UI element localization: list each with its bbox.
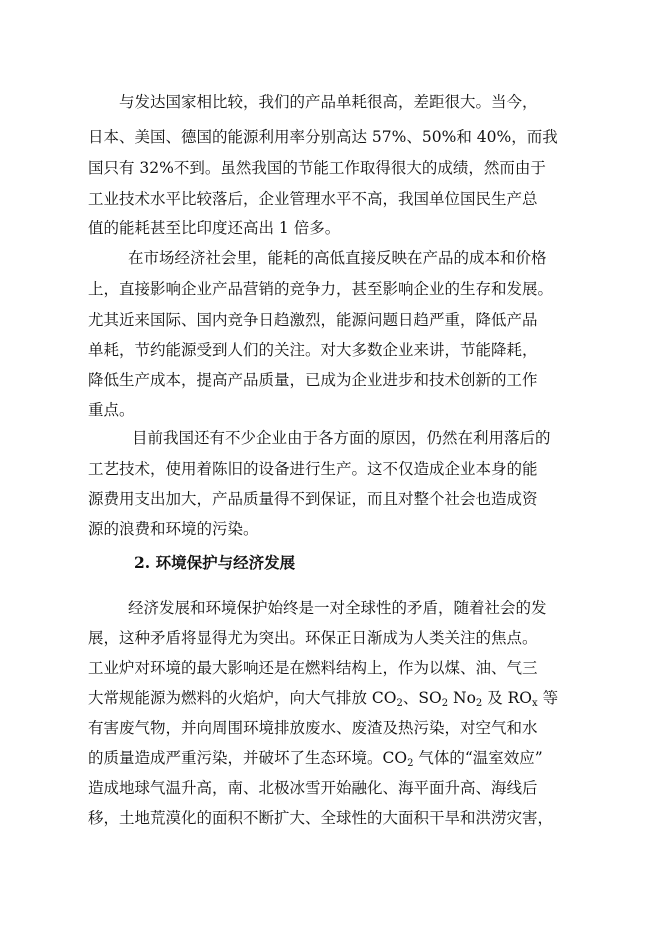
- paragraph-4-line-1: 经济发展和环境保护始终是一对全球性的矛盾，随着社会的发: [128, 599, 547, 617]
- paragraph-3-line-3: 源费用支出加大，产品质量得不到保证，而且对整个社会也造成资: [88, 490, 538, 508]
- paragraph-4-line-6: [88, 748, 558, 768]
- paragraph-4-line-3: 工业炉对环境的最大影响还是在燃料结构上，作为以煤、油、气三: [88, 659, 538, 677]
- paragraph-2-line-2: 上，直接影响企业产品营销的竞争力，甚至影响企业的生存和发展。: [88, 280, 554, 298]
- line4-text-a: 大常规能源为燃料的火焰炉，向大气排放 CO: [88, 689, 397, 707]
- paragraph-1-line-4: 工业技术水平比较落后，企业管理水平不高，我国单位国民生产总: [88, 190, 538, 208]
- paragraph-1-line-2: 日本、美国、德国的能源利用率分别高达 57%、50%和 40%，而我: [88, 128, 558, 146]
- paragraph-1-line-1: 与发达国家相比较，我们的产品单耗很高，差距很大。当今，: [119, 93, 538, 111]
- paragraph-4-line-2: 展，这种矛盾将显得尤为突出。环保正日渐成为人类关注的焦点。: [88, 629, 538, 647]
- paragraph-2-line-5: 降低生产成本，提高产品质量，已成为企业进步和技术创新的工作: [88, 371, 538, 389]
- rox-subscript: x: [532, 698, 538, 709]
- paragraph-2-line-1: 在市场经济社会里，能耗的高低直接反映在产品的成本和价格: [128, 249, 547, 267]
- co2-subscript-2: 2: [407, 758, 414, 769]
- paragraph-4-line-7: 造成地球气温升高，南、北极冰雪开始融化、海平面升高、海线后: [88, 779, 538, 797]
- paragraph-3-line-4: 源的浪费和环境的污染。: [88, 520, 259, 538]
- co2-subscript: 2: [396, 698, 403, 709]
- paragraph-1-line-3: 国只有 32%不到。虽然我国的节能工作取得很大的成绩，然而由于: [88, 159, 546, 177]
- paragraph-4-line-8: 移，土地荒漠化的面积不断扩大、全球性的大面积干旱和洪涝灾害，: [88, 809, 554, 827]
- paragraph-4-line-4: [88, 688, 558, 708]
- paragraph-1-line-5: 值的能耗甚至比印度还高出 1 倍多。: [88, 219, 341, 237]
- line4-text-c: No: [448, 689, 476, 707]
- line4-text-b: 、SO: [402, 689, 442, 707]
- line6-text-b: 气体的“温室效应”: [413, 749, 543, 767]
- paragraph-3-line-1: 目前我国还有不少企业由于各方面的原因，仍然在利用落后的: [132, 429, 551, 447]
- line6-text-a: 的质量造成严重污染，并破坏了生态环境。CO: [88, 749, 408, 767]
- so2-subscript: 2: [441, 698, 449, 709]
- paragraph-4-line-5: 有害废气物，并向周围环境排放废水、废渣及热污染，对空气和水: [88, 719, 538, 737]
- paragraph-3-line-2: 工艺技术，使用着陈旧的设备进行生产。这不仅造成企业本身的能: [88, 460, 538, 478]
- paragraph-2-line-6: 重点。: [88, 401, 135, 419]
- line4-text-e: 等: [537, 689, 559, 707]
- no2-subscript: 2: [475, 698, 483, 709]
- paragraph-2-line-4: 单耗，节约能源受到人们的关注。对大多数企业来讲，节能降耗，: [88, 341, 538, 359]
- paragraph-2-line-3: 尤其近来国际、国内竞争日趋激烈，能源问题日趋严重，降低产品: [88, 311, 538, 329]
- line4-text-d: 及 RO: [482, 689, 533, 707]
- section-heading: 2. 环境保护与经济发展: [134, 553, 296, 572]
